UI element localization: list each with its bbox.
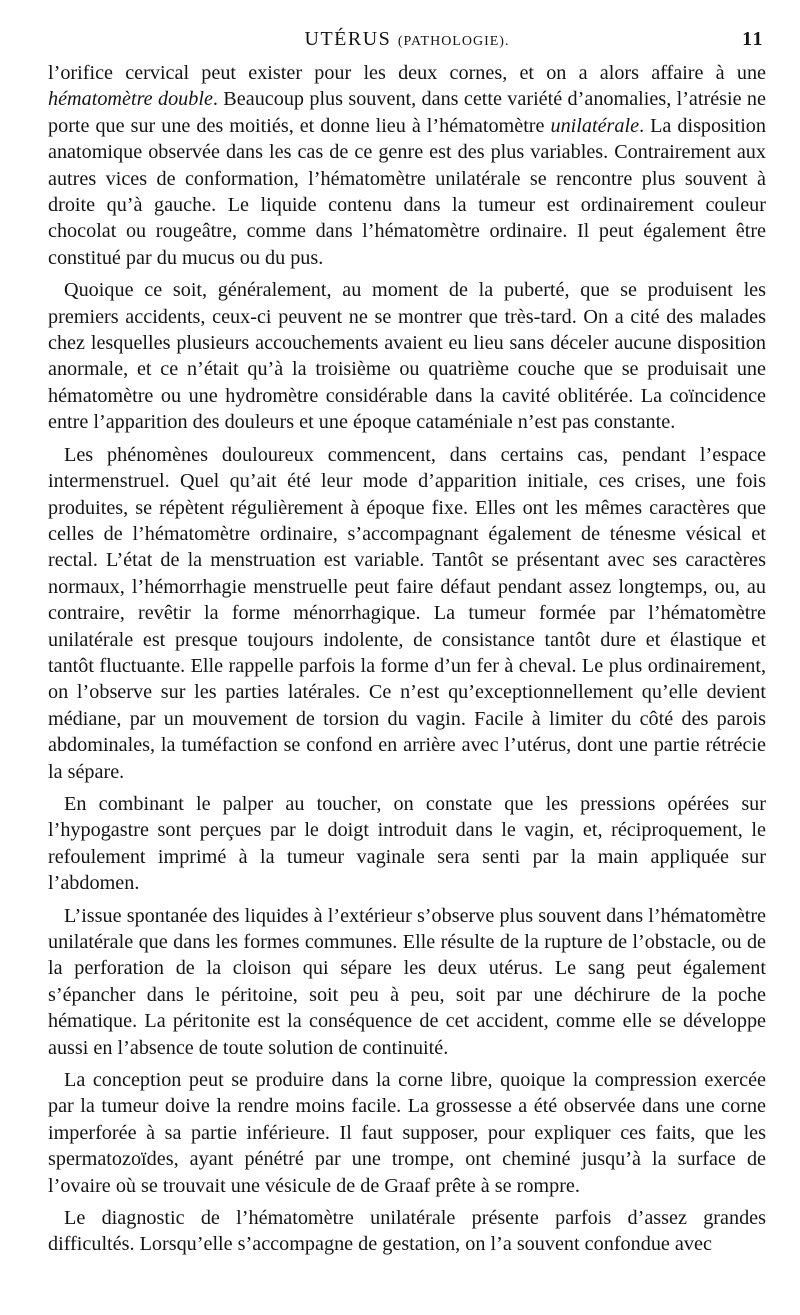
- paragraph: [48, 1205, 766, 1258]
- paragraph-text: Le diagnostic de l’hématomètre unilatérale présente parfois d’assez grandes difficultés. Lorsqu’elle s’accompagne de gestation, on l’a souvent confondue avec: [48, 1207, 766, 1256]
- page-number: 11: [742, 28, 764, 50]
- paragraph-text: En combinant le palper au toucher, on constate que les pressions opérées sur l’hypogastre sont perçues par le doigt introduit dans le vagin, et, réciproquement, le refoulement imprimé à la tumeur vaginale sera senti par la main appliquée sur l’abdomen.: [48, 792, 766, 895]
- paragraph: [48, 442, 766, 785]
- paragraph: [48, 277, 766, 435]
- running-title: [305, 28, 510, 51]
- paragraph: [48, 1067, 766, 1199]
- paragraph-text: l’orifice cervical peut exister pour les deux cornes, et on a alors affaire à une: [48, 62, 766, 84]
- paragraph-text-italic: unilatérale: [550, 114, 640, 137]
- running-header: [48, 28, 766, 56]
- paragraph: [48, 60, 766, 271]
- paragraph-text: L’issue spontanée des liquides à l’extérieur s’observe plus souvent dans l’hématomètre unilatérale que dans les formes communes. Elle résulte de la rupture de l’obstacle, ou de la perforation de la cloison qui sépare les deux utérus. Le sang peut également s’épancher dans le péritoine, soit peu à peu, soit par une déchirure de la poche hématique. La péritonite est la conséquence de cet accident, comme elle se développe aussi en l’absence de toute solution de continuité.: [48, 904, 766, 1059]
- paragraph: [48, 903, 766, 1061]
- paragraph-text: Quoique ce soit, généralement, au moment de la puberté, que se produisent les premiers accidents, ceux-ci peuvent ne se montrer que très-tard. On a cité des malades chez lesquelles plusieurs accouchements avaient eu lieu sans déceler aucune disposition anormale, et ce n’était qu’à la troisième ou quatrième couche que se produisait une hématomètre ou une hydromètre considérable dans la cavité oblitérée. La coïncidence entre l’apparition des douleurs et une époque cataméniale n’est pas constante.: [48, 279, 766, 434]
- paragraph: [48, 791, 766, 897]
- body-text: [48, 60, 766, 1258]
- paragraph-text: . Beaucoup plus souvent, dans cette variété d’anomalies, l’atrésie ne porte que sur une des moitiés, et donne lieu à l’hématomètre: [48, 88, 766, 137]
- paragraph-text: La conception peut se produire dans la corne libre, quoique la compression exercée par la tumeur doive la rendre moins facile. La grossesse a été observée dans une corne imperforée à sa partie inférieure. Il faut supposer, pour expliquer ces faits, que les spermatozoïdes, ayant pénétré par une trompe, ont cheminé jusqu’à la surface de l’ovaire où se trouvait une vésicule de de Graaf prête à se rompre.: [48, 1069, 766, 1197]
- paragraph-text: Les phénomènes douloureux commencent, dans certains cas, pendant l’espace intermenstruel. Quel qu’ait été leur mode d’apparition initiale, ces crises, une fois produites, se répètent régulièrement à époque fixe. Elles ont les mêmes caractères que celles de l’hématomètre ordinaire, s’accompagnant également de ténesme vésical et rectal. L’état de la menstruation est variable. Tantôt se présentant avec ses caractères normaux, l’hémorrhagie menstruelle peut faire défaut pendant assez longtemps, ou, au contraire, revêtir la forme ménorrhagique. La tumeur formée par l’hématomètre unilatérale est presque toujours indolente, de consistance tantôt dure et élastique et tantôt fluctuante. Elle rappelle parfois la forme d’un fer à cheval. Le plus ordinairement, on l’observe sur les parties latérales. Ce n’est qu’exceptionnellement qu’elle devient médiane, par un mouvement de torsion du vagin. Facile à limiter du côté des parois abdominales, la tuméfaction se confond en arrière avec l’utérus, dont une partie rétrécie la sépare.: [48, 443, 766, 783]
- running-title-sub: (PATHOLOGIE).: [397, 34, 510, 49]
- running-title-main: UTÉRUS: [304, 28, 392, 50]
- paragraph-text: . La disposition anatomique observée dans les cas de ce genre est des plus variables. Contrairement aux autres vices de conformation, l’hématomètre unilatérale se rencontre plus souvent à droite qu’à gauche. Le liquide contenu dans la tumeur est ordinairement couleur chocolat ou rougeâtre, comme dans l’hématomètre ordinaire. Il peut également être constitué par du mucus ou du pus.: [48, 114, 766, 269]
- paragraph-text-italic: hématomètre double: [48, 88, 213, 111]
